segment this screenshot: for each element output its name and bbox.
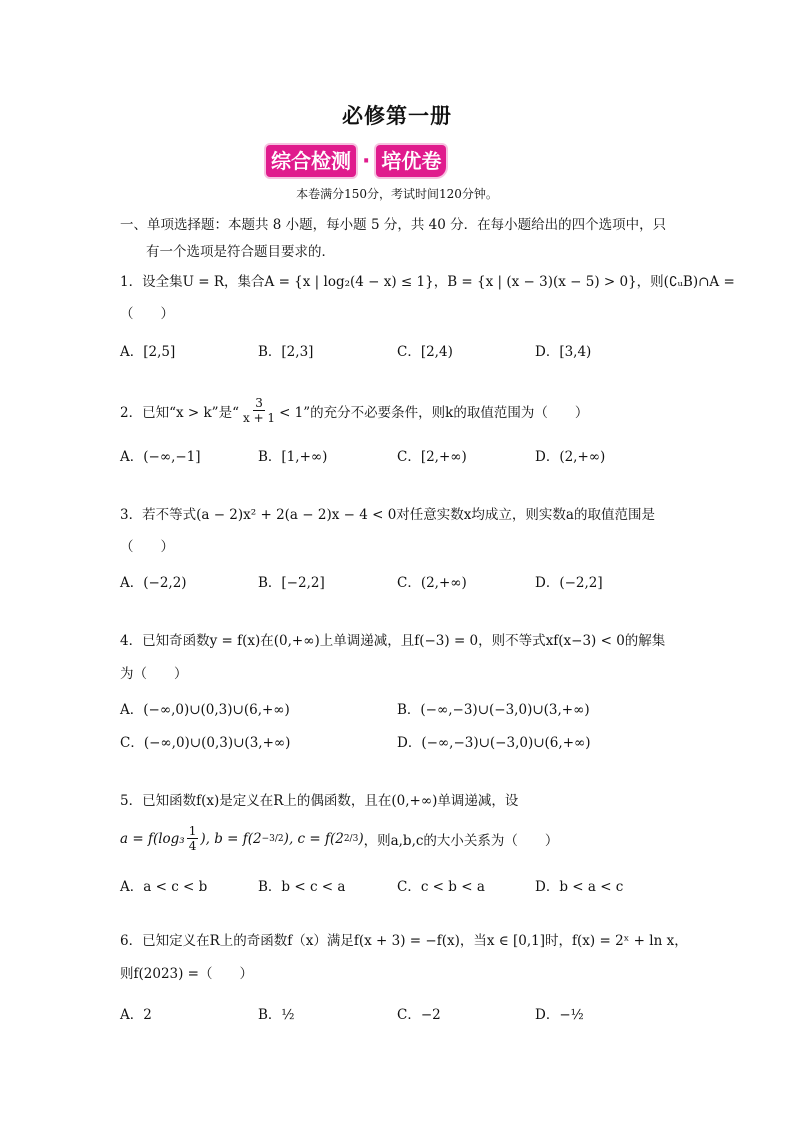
section-heading-line1: 一、单项选择题：本题共 8 小题，每小题 5 分，共 40 分．在每小题给出的四个选项中，只 [120, 217, 667, 233]
question-5-a-close: ) [200, 830, 206, 847]
banner [266, 144, 446, 178]
banner-dot: · [362, 148, 371, 174]
question-4-stem-line2: 为（ ） [120, 666, 188, 682]
question-4-option-b: B．(−∞,−3)∪(−3,0)∪(3,+∞) [397, 702, 590, 718]
question-5-option-d: D．b < a < c [535, 879, 624, 895]
question-5-option-a: A．a < c < b [120, 879, 208, 895]
question-2-frac-den: x + 1 [242, 411, 276, 425]
question-5-a-den: 4 [188, 839, 197, 853]
question-1-option-b: B．[2,3] [258, 344, 314, 360]
question-5-c-expr: , c = f(2 [288, 830, 344, 847]
page-title: 必修第一册 [342, 104, 452, 128]
question-2-option-b: B．[1,+∞) [258, 449, 328, 465]
question-4-option-a: A．(−∞,0)∪(0,3)∪(6,+∞) [120, 702, 290, 718]
question-2-stem-a: 2．已知“x > k”是“ [120, 404, 239, 421]
exam-subtitle: 本卷满分150分，考试时间120分钟。 [296, 187, 498, 201]
question-5-option-c: C．c < b < a [397, 879, 485, 895]
question-3-stem: 3．若不等式(a − 2)x² + 2(a − 2)x − 4 < 0对任意实数x均成立，则实数a的取值范围是 [120, 507, 655, 523]
question-3-option-b: B．[−2,2] [258, 575, 325, 591]
banner-chip-2: 培优卷 [376, 145, 446, 177]
question-2-stem-b: < 1”的充分不必要条件，则k的取值范围为（ ） [279, 404, 589, 421]
question-3-paren: （ ） [120, 539, 174, 555]
question-5-b-close: ) [283, 830, 289, 847]
question-1-option-d: D．[3,4) [535, 344, 592, 360]
question-2-option-c: C．[2,+∞) [397, 449, 467, 465]
question-2-stem [120, 396, 588, 425]
question-5-a-expr: a = f(log₃ [120, 830, 185, 847]
question-1-option-c: C．[2,4) [397, 344, 453, 360]
question-5-b-expr: , b = f(2 [205, 830, 262, 847]
question-2-option-a: A．(−∞,−1] [120, 449, 201, 465]
question-4-stem: 4．已知奇函数y = f(x)在(0,+∞)上单调递减，且f(−3) = 0，则不等式xf(x−3) < 0的解集 [120, 633, 666, 649]
question-6-stem-line2: 则f(2023) =（ ） [120, 966, 253, 982]
question-1-paren: （ ） [120, 306, 174, 322]
question-5-b-exponent: −3/2 [261, 833, 284, 844]
question-2-option-d: D．(2,+∞) [535, 449, 606, 465]
question-6-stem: 6．已知定义在R上的奇函数f（x）满足f(x + 3) = −f(x)，当x ∈ [0,1]时，f(x) = 2ˣ + ln x， [120, 933, 688, 949]
question-5-c-exponent: 2/3 [343, 833, 359, 844]
question-6-option-d: D．−½ [535, 1007, 584, 1023]
question-2-frac-num: 3 [255, 396, 263, 410]
question-5-expression [120, 824, 558, 853]
question-2-fraction [241, 396, 277, 425]
question-3-option-c: C．(2,+∞) [397, 575, 467, 591]
question-1-stem: 1．设全集U = R，集合A = {x | log₂(4 − x) ≤ 1}，B = {x | (x − 3)(x − 5) > 0}，则(∁ᵤB)∩A = [120, 274, 735, 290]
question-6-option-a: A．2 [120, 1007, 152, 1023]
question-5-stem: 5．已知函数f(x)是定义在R上的偶函数，且在(0,+∞)单调递减，设 [120, 793, 519, 809]
question-4-option-c: C．(−∞,0)∪(0,3)∪(3,+∞) [120, 735, 291, 751]
question-5-option-b: B．b < c < a [258, 879, 346, 895]
question-5-a-num: 1 [188, 824, 197, 838]
banner-chip-1: 综合检测 [266, 145, 356, 177]
question-6-option-c: C．−2 [397, 1007, 441, 1023]
question-3-option-d: D．(−2,2] [535, 575, 603, 591]
question-3-option-a: A．(−2,2) [120, 575, 187, 591]
question-5-c-close: ) [358, 830, 364, 847]
question-4-option-d: D．(−∞,−3)∪(−3,0)∪(6,+∞) [397, 735, 591, 751]
question-5-tail: ，则a,b,c的大小关系为（ ） [363, 832, 559, 849]
section-heading-line2: 有一个选项是符合题目要求的． [146, 244, 335, 260]
question-5-a-fraction [187, 824, 199, 853]
question-6-option-b: B．½ [258, 1007, 295, 1023]
question-1-option-a: A．[2,5] [120, 344, 176, 360]
